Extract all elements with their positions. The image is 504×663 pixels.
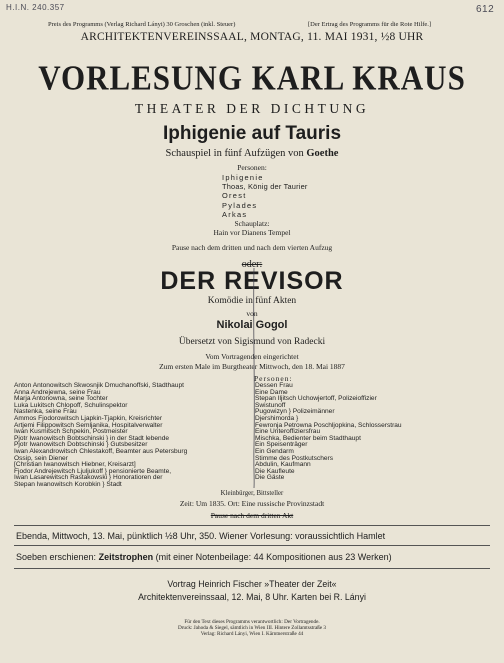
list-item: Swistunoff — [255, 401, 286, 409]
iphigenie-persons-heading: Personen: — [237, 163, 267, 172]
revisor-author: Nikolai Gogol — [216, 319, 288, 331]
list-item: Abdulin, Kaufmann — [255, 461, 311, 469]
archive-mark: H.I.N. 240.357 — [6, 3, 65, 12]
divider — [14, 525, 490, 526]
list-item: Thoas, König der Taurier — [222, 182, 308, 192]
list-item: Iwan Lasarewitsch Rastakowski } Honoratioren der — [14, 474, 163, 482]
revisor-title: DER REVISOR — [160, 267, 344, 295]
cast-footer: Kleinbürger, Bittsteller — [220, 490, 284, 497]
iphigenie-genre — [0, 148, 504, 159]
list-item: Luka Lukitsch Chlopoff, Schulinspektor — [14, 401, 128, 409]
price-note: Preis des Programms (Verlag Richard Lányi) 30 Groschen (inkl. Steuer) — [48, 21, 236, 28]
proceeds-note: [Der Ertrag des Programms für die Rote Hilfe.] — [308, 21, 432, 28]
list-item: Die Kaufleute — [255, 467, 295, 475]
imprint — [0, 619, 504, 637]
revisor-pause-struck: Pause nach dem dritten Akt — [210, 511, 294, 520]
iphigenie-title: Iphigenie auf Tauris — [162, 123, 342, 144]
page-mark: 612 — [476, 4, 495, 15]
fischer-line-2: Architektenvereinssaal, 12. Mai, 8 Uhr. Karten bei R. Lányi — [138, 592, 366, 602]
revisor-genre: Komödie in fünf Akten — [207, 296, 297, 306]
revisor-persons-heading: Personen: — [254, 374, 293, 383]
imprint-line: Für den Text dieses Programms verantwortlich: Der Vortragende. — [184, 619, 320, 625]
list-item: Pjotr Iwanowitsch Bobtschinski } in der Stadt lebende — [14, 434, 170, 442]
list-item: Mischka, Bedienter beim Stadthaupt — [255, 434, 361, 442]
iphigenie-genre-prefix: Schauspiel in fünf Aufzügen von — [165, 148, 304, 159]
iphigenie-setting: Hain vor Dianens Tempel — [213, 228, 291, 237]
divider — [14, 568, 490, 569]
page-title: VORLESUNG KARL KRAUS — [38, 58, 466, 98]
list-item: Iwan Kusmitsch Schpekin, Postmeister — [14, 428, 128, 436]
revisor-von: von — [246, 309, 258, 318]
time-place: Zeit: Um 1835. Ort: Eine russische Provinzstadt — [179, 499, 325, 508]
list-item: Pjotr Iwanowitsch Dobtschinski } Gutsbesitzer — [14, 441, 148, 449]
list-item: Marja Antonowna, seine Tochter — [14, 395, 108, 403]
list-item: Iwan Alexandrowitsch Chlestakoff, Beamter aus Petersburg — [14, 447, 188, 455]
list-item: Ein Gendarm — [255, 447, 294, 455]
venue-date: ARCHITEKTENVEREINSSAAL, MONTAG, 11. MAI 1931, ½8 UHR — [80, 31, 424, 43]
divider — [14, 545, 490, 546]
zeitstrophen-title: Zeitstrophen — [98, 552, 154, 562]
list-item: Orest — [222, 191, 247, 201]
list-item: Eine Dame — [255, 388, 288, 396]
list-item: Stimme des Postkutschers — [255, 454, 334, 462]
oder-separator: oder: — [241, 259, 263, 270]
list-item: Ein Speisenträger — [255, 441, 308, 449]
iphigenie-pause: Pause nach dem dritten und nach dem vierten Aufzug — [171, 243, 333, 252]
list-item: Anton Antonowitsch Skwosnjik Dmuchanoffski, Stadthaupt — [14, 382, 184, 389]
zeitstrophen-notice — [16, 552, 392, 562]
imprint-line: Druck: Jahoda & Siegel, sämtlich in Wien III. Hintere Zollamtsstraße 3 — [177, 625, 327, 631]
revisor-translation: Übersetzt von Sigismund von Radecki — [178, 337, 326, 347]
list-item: Pugowizyn } Polizeimänner — [255, 408, 335, 416]
list-item: Eine Unteroffiziersfrau — [255, 428, 321, 436]
page-subtitle: THEATER DER DICHTUNG — [134, 101, 370, 116]
list-item: Fewronja Petrowna Poschljopkina, Schlosserstrau — [255, 421, 402, 429]
list-item: Pylades — [222, 200, 258, 210]
cast-left-list — [14, 383, 187, 489]
list-item: Nastenka, seine Frau — [14, 408, 77, 416]
iphigenie-setting-heading: Schauplatz: — [234, 219, 270, 228]
list-item: Iphigenie — [222, 173, 264, 182]
list-item: Die Gäste — [255, 474, 285, 482]
list-item: Stepan Iljitsch Uchowjertoff, Polizeioffizier — [255, 395, 377, 403]
list-item: Anna Andrejewna, seine Frau — [14, 388, 101, 396]
revisor-premiere: Zum ersten Male im Burgtheater Mittwoch, den 18. Mai 1887 — [159, 362, 345, 371]
list-item: Ossip, sein Diener — [14, 454, 68, 462]
ebenda-notice: Ebenda, Mittwoch, 13. Mai, pünktlich ½8 Uhr, 350. Wiener Vorlesung: voraussichtlich Hamlet — [16, 531, 386, 541]
list-item: Djershimorda } — [255, 414, 299, 422]
revisor-arranged: Vom Vortragenden eingerichtet — [205, 352, 299, 361]
list-item: Ammos Fjodorowitsch Ljapkin-Tjapkin, Kreisrichter — [14, 414, 163, 422]
imprint-line: Verlag: Richard Lányi, Wien I. Kärntnerstraße 44 — [200, 631, 304, 637]
list-item: Artjemi Filippowitsch Semljanika, Hospitalverwalter — [14, 421, 163, 429]
list-item: Fjodor Andrejewitsch Ljuljukoff } pensionierte Beamte, — [14, 467, 172, 475]
iphigenie-persons-list — [222, 173, 308, 219]
iphigenie-author: Goethe — [306, 148, 339, 159]
list-item: Stepan Iwanowitsch Korobkin } Stadt — [14, 480, 122, 488]
list-item: Dessen Frau — [255, 382, 293, 389]
fischer-line-1: Vortrag Heinrich Fischer »Theater der Zeit« — [167, 579, 337, 589]
list-item: [Christian Iwanowitsch Hiebner, Kreisarzt] — [14, 461, 136, 469]
zeitstrophen-rest: (mit einer Notenbeilage: 44 Kompositionen aus 23 Werken) — [155, 552, 392, 562]
cast-right-list — [255, 383, 402, 482]
zeitstrophen-prefix: Soeben erschienen: — [16, 552, 97, 562]
list-item: Arkas — [222, 209, 248, 219]
